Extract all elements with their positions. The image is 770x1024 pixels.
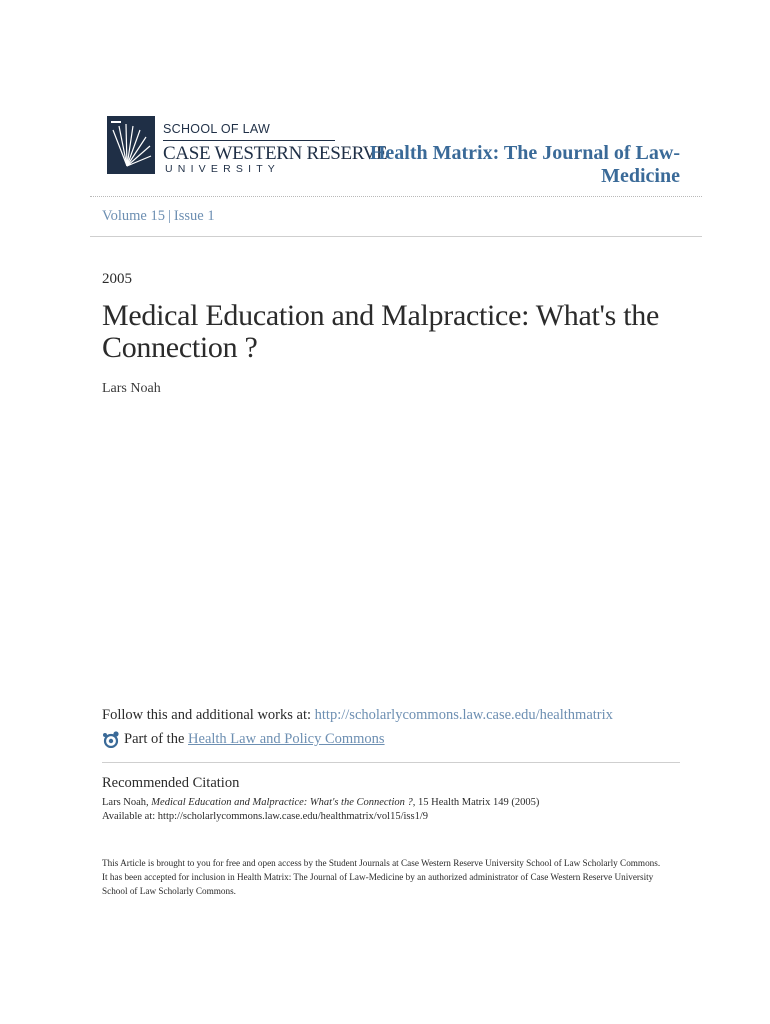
journal-title-line2: Medicine [601, 165, 680, 187]
publication-year: 2005 [102, 271, 132, 287]
follow-url-link[interactable]: http://scholarlycommons.law.case.edu/healthmatrix [314, 707, 613, 723]
logo-divider [163, 140, 335, 141]
citation-available: Available at: http://scholarlycommons.law.case.edu/healthmatrix/vol15/iss1/9 [102, 811, 429, 822]
article-title-line1: Medical Education and Malpractice: What's the [102, 299, 659, 332]
university-text: UNIVERSITY [165, 163, 281, 175]
part-of-line [102, 731, 385, 748]
citation-author: Lars Noah, [102, 797, 149, 808]
health-law-commons-link[interactable]: Health Law and Policy Commons [188, 731, 385, 747]
access-notice-line1: This Article is brought to you for free and open access by the Student Journals at Case Western Reserve University School of Law Scholarly Commons. [102, 858, 661, 868]
follow-line [102, 707, 613, 724]
article-title [102, 300, 682, 364]
cwru-logo-icon [107, 116, 155, 174]
part-of-label: Part of the [124, 731, 185, 747]
citation-title: Medical Education and Malpractice: What's the Connection ? [151, 797, 413, 808]
separator: | [167, 208, 171, 224]
network-icon [102, 731, 120, 748]
citation-details: , 15 Health Matrix 149 (2005) [412, 797, 540, 808]
issue-link[interactable]: Issue 1 [173, 208, 215, 224]
header-divider [90, 196, 702, 197]
citation-divider [102, 762, 680, 763]
recommended-citation-heading: Recommended Citation [102, 775, 240, 791]
journal-title-line1: Health Matrix: The Journal of Law- [369, 142, 680, 164]
access-notice [102, 856, 682, 898]
access-notice-line3: School of Law Scholarly Commons. [102, 886, 236, 896]
follow-label: Follow this and additional works at: [102, 707, 312, 723]
author-name: Lars Noah [102, 381, 161, 396]
article-title-line2: Connection ? [102, 331, 258, 364]
volume-issue [102, 208, 215, 225]
journal-title[interactable] [350, 142, 680, 188]
citation-text [102, 797, 539, 808]
school-of-law-text: SCHOOL OF LAW [163, 122, 271, 136]
volume-link[interactable]: Volume 15 [102, 208, 165, 224]
institution-name: CASE WESTERN RESERVE [163, 143, 388, 164]
access-notice-line2: It has been accepted for inclusion in Health Matrix: The Journal of Law-Medicine by an authorized administrator of Case Western Reserve University [102, 872, 654, 882]
volume-divider [90, 236, 702, 237]
